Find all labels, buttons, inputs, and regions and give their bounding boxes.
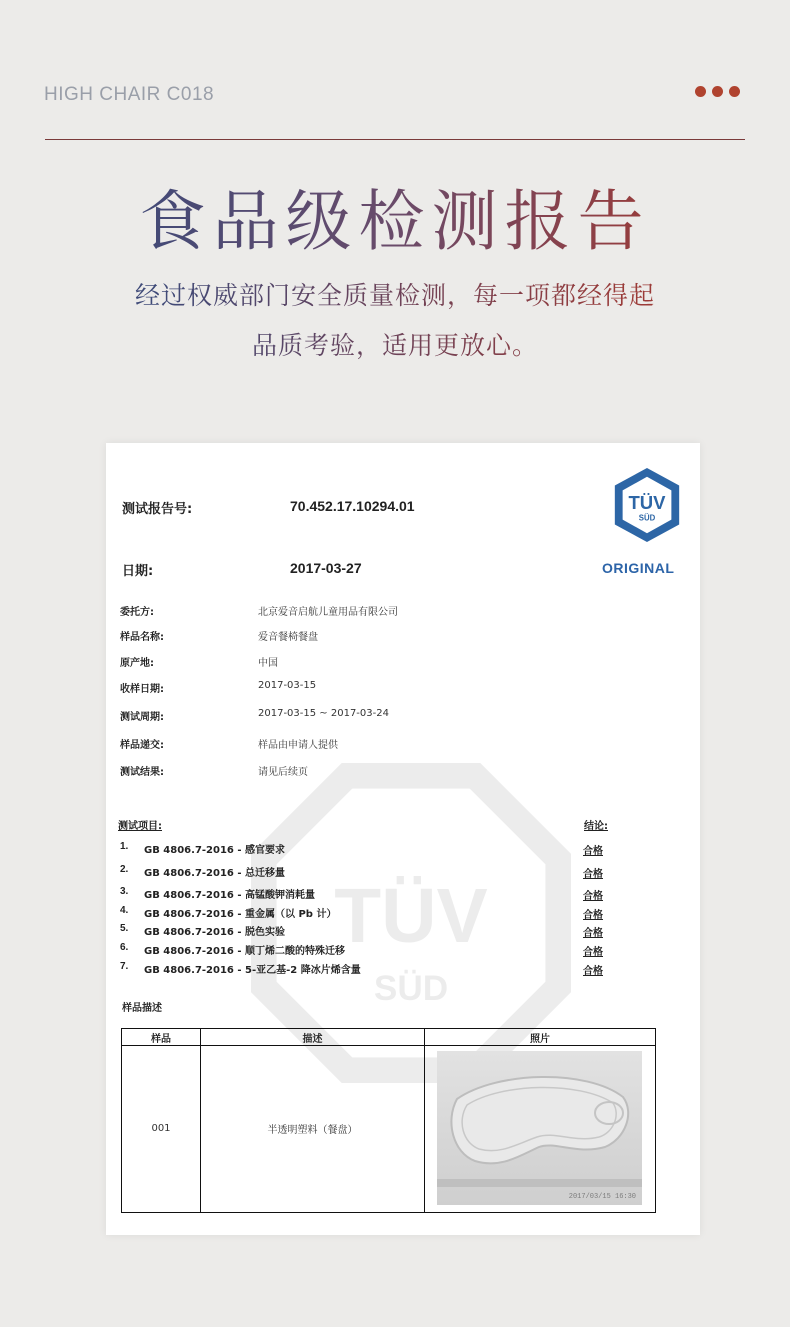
test-number: 3. bbox=[120, 886, 129, 897]
test-name: GB 4806.7-2016 - 脱色实验 bbox=[144, 927, 285, 938]
sample-description: 半透明塑料（餐盘） bbox=[267, 1125, 358, 1136]
report-number-label: 测试报告号: bbox=[122, 502, 193, 517]
test-name: GB 4806.7-2016 - 总迁移量 bbox=[144, 868, 285, 879]
date-label: 日期: bbox=[122, 564, 154, 579]
test-result: 合格 bbox=[583, 947, 603, 958]
tests-header: 测试项目: bbox=[118, 821, 162, 832]
test-result: 合格 bbox=[583, 966, 603, 977]
test-period-label: 测试周期: bbox=[120, 712, 164, 723]
test-result: 合格 bbox=[583, 910, 603, 921]
brand-title: HIGH CHAIR C018 bbox=[44, 84, 215, 105]
tray-image bbox=[437, 1051, 642, 1205]
test-number: 1. bbox=[120, 841, 129, 852]
test-period-value: 2017-03-15 ~ 2017-03-24 bbox=[258, 708, 389, 719]
column-header-description: 描述 bbox=[302, 1034, 323, 1045]
origin-value: 中国 bbox=[258, 658, 278, 669]
column-header-photo: 照片 bbox=[530, 1034, 550, 1045]
test-name: GB 4806.7-2016 - 重金属（以 Pb 计） bbox=[144, 909, 337, 920]
test-number: 2. bbox=[120, 864, 129, 875]
test-number: 4. bbox=[120, 905, 129, 916]
subtitle-line-2: 品质考验，适用更放心。 bbox=[0, 326, 790, 362]
sample-table bbox=[121, 1028, 656, 1213]
test-result: 合格 bbox=[583, 846, 603, 857]
more-menu-icon[interactable] bbox=[695, 86, 740, 97]
sample-name-label: 样品名称: bbox=[120, 632, 164, 643]
header-divider bbox=[45, 139, 745, 140]
client-value: 北京爱音启航儿童用品有限公司 bbox=[258, 607, 398, 618]
tuv-sud-logo bbox=[608, 465, 686, 545]
test-result: 合格 bbox=[583, 891, 603, 902]
sample-description-title: 样品描述 bbox=[122, 1003, 162, 1014]
dot-icon bbox=[712, 86, 723, 97]
column-divider bbox=[424, 1029, 425, 1212]
test-number: 5. bbox=[120, 923, 129, 934]
origin-label: 原产地: bbox=[120, 658, 154, 669]
result-value: 请见后续页 bbox=[258, 767, 308, 778]
test-name: GB 4806.7-2016 - 感官要求 bbox=[144, 845, 285, 856]
conclusion-header: 结论: bbox=[584, 821, 608, 832]
test-name: GB 4806.7-2016 - 顺丁烯二酸的特殊迁移 bbox=[144, 946, 345, 957]
watermark-main-text: TÜV bbox=[334, 873, 488, 960]
test-result: 合格 bbox=[583, 928, 603, 939]
received-date-value: 2017-03-15 bbox=[258, 680, 317, 691]
test-name: GB 4806.7-2016 - 高锰酸钾消耗量 bbox=[144, 890, 315, 901]
photo-timestamp: 2017/03/15 16:30 bbox=[568, 1193, 636, 1201]
test-result: 合格 bbox=[583, 869, 603, 880]
test-number: 6. bbox=[120, 942, 129, 953]
dot-icon bbox=[729, 86, 740, 97]
test-name: GB 4806.7-2016 - 5-亚乙基-2 降冰片烯含量 bbox=[144, 965, 361, 976]
result-label: 测试结果: bbox=[120, 767, 164, 778]
subtitle-line-1: 经过权威部门安全质量检测，每一项都经得起 bbox=[0, 276, 790, 312]
client-label: 委托方: bbox=[120, 607, 154, 618]
original-stamp: ORIGINAL bbox=[602, 560, 675, 576]
test-report bbox=[106, 443, 700, 1235]
report-number: 70.452.17.10294.01 bbox=[290, 498, 415, 514]
report-date: 2017-03-27 bbox=[290, 560, 362, 576]
page-title: 食品级检测报告 bbox=[0, 168, 790, 263]
received-date-label: 收样日期: bbox=[120, 684, 164, 695]
column-header-sample: 样品 bbox=[151, 1034, 171, 1045]
sample-photo bbox=[437, 1051, 642, 1205]
logo-main-text: TÜV bbox=[628, 491, 666, 513]
submission-label: 样品递交: bbox=[120, 740, 164, 751]
logo-sub-text: SÜD bbox=[638, 513, 656, 523]
sample-id: 001 bbox=[151, 1123, 171, 1134]
submission-value: 样品由申请人提供 bbox=[258, 740, 338, 751]
watermark-sub-text: SÜD bbox=[373, 968, 449, 1008]
dot-icon bbox=[695, 86, 706, 97]
test-number: 7. bbox=[120, 961, 129, 972]
sample-name-value: 爱音餐椅餐盘 bbox=[258, 632, 318, 643]
